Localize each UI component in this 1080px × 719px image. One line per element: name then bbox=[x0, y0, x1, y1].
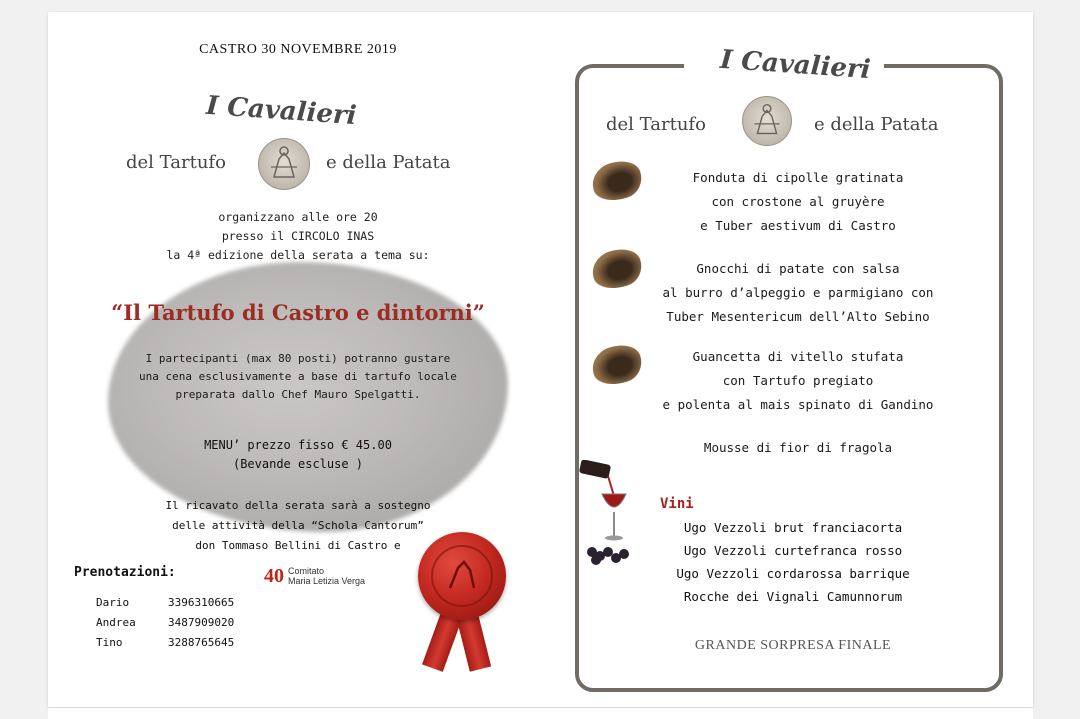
wines-title: Vini bbox=[660, 496, 694, 512]
wine-item: Rocche dei Vignali Camunnorum bbox=[683, 589, 903, 604]
wine-item: Ugo Vezzoli curtefranca rosso bbox=[683, 543, 903, 558]
intro-text bbox=[148, 208, 448, 265]
proceeds-line: don Tommaso Bellini di Castro e bbox=[195, 539, 401, 552]
desc-line: una cena esclusivamente a base di tartufo locale bbox=[139, 370, 457, 383]
contact-row bbox=[96, 616, 234, 636]
contact-phone: 3288765645 bbox=[168, 636, 235, 649]
contact-name: Dario bbox=[96, 596, 130, 609]
proceeds-line: delle attività della “Schola Cantorum” bbox=[172, 519, 424, 532]
course-line: al burro d’alpeggio e parmigiano con bbox=[662, 285, 934, 300]
course-line: Fonduta di cipolle gratinata bbox=[692, 170, 904, 185]
drinks-note: (Bevande escluse ) bbox=[232, 457, 364, 471]
price-block bbox=[148, 436, 448, 474]
comitato-text bbox=[288, 566, 365, 586]
finale-text: GRANDE SORPRESA FINALE bbox=[694, 638, 892, 653]
proceeds-line: Il ricavato della serata sarà a sostegno bbox=[165, 499, 431, 512]
course-line: e Tuber aestivum di Castro bbox=[700, 218, 896, 233]
reservations-label: Prenotazioni: bbox=[74, 565, 176, 580]
contact-name: Andrea bbox=[96, 616, 136, 629]
contact-name: Tino bbox=[96, 636, 123, 649]
dessert-item: Mousse di fior di fragola bbox=[703, 440, 893, 455]
wine-illustration-icon bbox=[578, 460, 638, 570]
comitato-number: 40 bbox=[264, 564, 284, 587]
wine-list bbox=[638, 516, 948, 608]
course-item bbox=[638, 345, 958, 417]
contact-row bbox=[96, 636, 234, 656]
menu-logo-left: del Tartufo bbox=[606, 114, 706, 135]
event-title: “Il Tartufo di Castro e dintorni” bbox=[111, 300, 485, 325]
comitato-logo bbox=[264, 562, 404, 590]
menu-logo-title: I Cavalieri bbox=[719, 44, 872, 86]
event-date: CASTRO 30 NOVEMBRE 2019 bbox=[199, 42, 397, 57]
wine-item: Ugo Vezzoli brut franciacorta bbox=[683, 520, 903, 535]
comitato-line: Maria Letizia Verga bbox=[288, 576, 366, 586]
intro-line: organizzano alle ore 20 bbox=[218, 210, 378, 224]
menu-crest-icon bbox=[742, 96, 792, 146]
logo-subtitle-right: e della Patata bbox=[326, 152, 451, 173]
wine-item: Ugo Vezzoli cordarossa barrique bbox=[676, 566, 910, 581]
course-line: Gnocchi di patate con salsa bbox=[696, 261, 900, 276]
course-line: con Tartufo pregiato bbox=[722, 373, 874, 388]
contact-phone: 3396310665 bbox=[168, 596, 235, 609]
intro-line: presso il CIRCOLO INAS bbox=[221, 229, 375, 243]
crest-icon bbox=[258, 138, 310, 190]
next-page-edge bbox=[48, 708, 1033, 719]
logo-subtitle-left: del Tartufo bbox=[126, 152, 226, 173]
intro-line: la 4ª edizione della serata a tema su: bbox=[166, 248, 430, 262]
menu-price: MENU’ prezzo fisso € 45.00 bbox=[204, 438, 392, 452]
course-line: Guancetta di vitello stufata bbox=[692, 349, 904, 364]
description bbox=[108, 350, 488, 404]
course-line: con crostone al gruyère bbox=[711, 194, 885, 209]
course-line: Tuber Mesentericum dell’Alto Sebino bbox=[666, 309, 930, 324]
menu-logo-right: e della Patata bbox=[814, 114, 939, 135]
comitato-line: Comitato bbox=[288, 566, 325, 576]
desc-line: I partecipanti (max 80 posti) potranno gustare bbox=[145, 352, 451, 365]
contact-row bbox=[96, 596, 234, 616]
desc-line: preparata dallo Chef Mauro Spelgatti. bbox=[175, 388, 421, 401]
contacts-list bbox=[96, 596, 234, 656]
wax-seal-icon bbox=[418, 532, 506, 620]
contact-phone: 3487909020 bbox=[168, 616, 235, 629]
course-item bbox=[638, 166, 958, 238]
course-item bbox=[638, 257, 958, 329]
course-line: e polenta al mais spinato di Gandino bbox=[662, 397, 934, 412]
logo-title: I Cavalieri bbox=[205, 90, 358, 132]
left-panel bbox=[48, 12, 568, 707]
flyer-sheet bbox=[48, 12, 1033, 707]
